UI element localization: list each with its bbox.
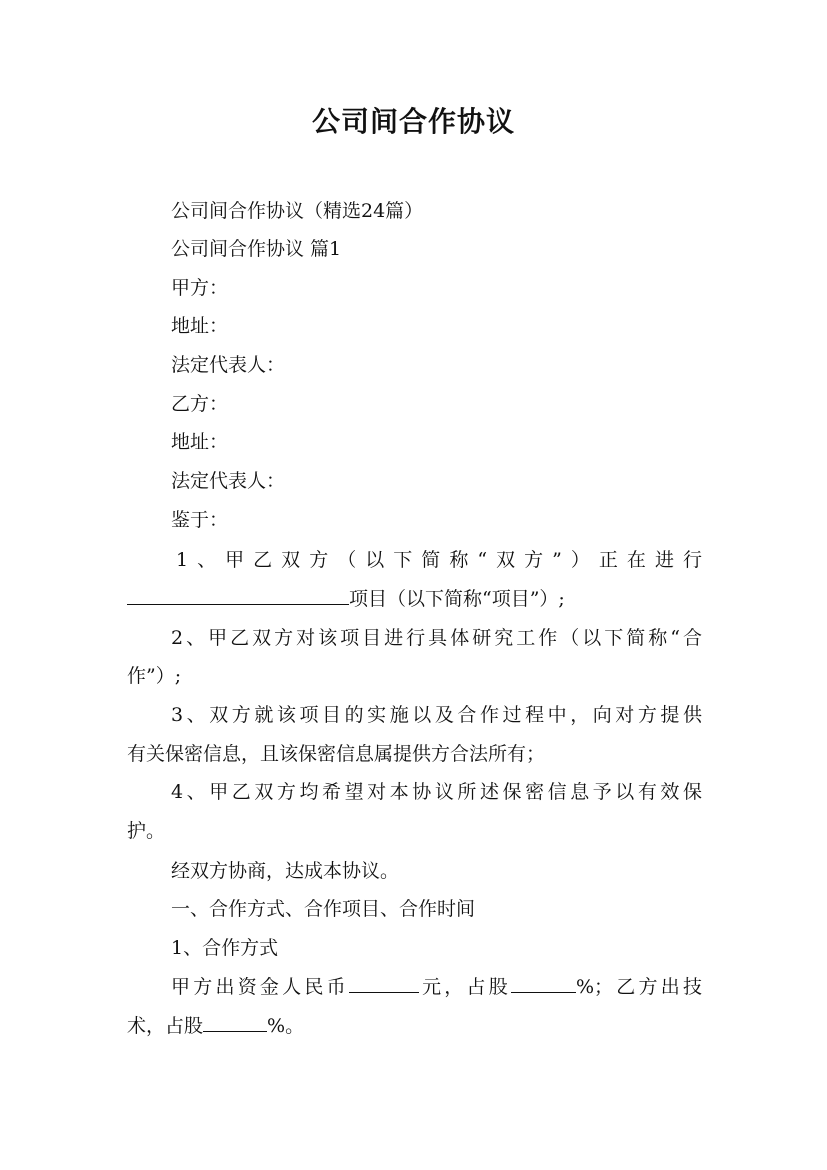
investment-line-2	[127, 1007, 702, 1045]
representative-a-label: 法定代表人：	[171, 354, 286, 376]
clause-4-line-1: 4、甲乙双方均希望对本协议所述保密信息予以有效保	[171, 781, 702, 803]
section-1-heading: 一、合作方式、合作项目、合作时间	[171, 898, 476, 920]
whereas-label: 鉴于：	[171, 509, 229, 531]
clause-1-line-1: 1、甲乙双方（以下简称“双方”）正在进行	[176, 549, 702, 571]
party-a-label: 甲方：	[171, 277, 229, 299]
investment-text-4: 术，占股	[127, 1015, 204, 1037]
document-title: 公司间合作协议	[311, 105, 515, 138]
investment-text-2: 元，占股	[418, 976, 511, 998]
agreement-line: 经双方协商，达成本协议。	[171, 860, 400, 882]
chapter-heading: 公司间合作协议 篇1	[171, 238, 342, 260]
clause-1-line-2	[127, 580, 702, 618]
investment-line-1	[171, 968, 702, 1006]
address-b-label: 地址：	[171, 431, 229, 453]
clause-1-line-2-text: 项目（以下简称“项目”）;	[349, 588, 565, 610]
clause-3-line-1: 3、双方就该项目的实施以及合作过程中，向对方提供	[171, 704, 702, 726]
clause-3-line-2: 有关保密信息，且该保密信息属提供方合法所有；	[127, 743, 546, 765]
address-a-label: 地址：	[171, 315, 229, 337]
representative-b-label: 法定代表人：	[171, 470, 286, 492]
subsection-1-heading: 1、合作方式	[171, 937, 279, 959]
clause-4-line-2: 护。	[127, 820, 166, 842]
party-b-label: 乙方：	[171, 393, 229, 415]
blank-party-a-share	[511, 972, 576, 993]
investment-text-3: %；乙方出技	[576, 976, 702, 998]
investment-text-1: 甲方出资金人民币	[171, 976, 349, 998]
blank-capital-amount	[349, 972, 419, 993]
clause-2-line-2: 作”）;	[127, 665, 182, 687]
blank-party-b-share	[203, 1011, 267, 1032]
clause-2-line-1: 2、甲乙双方对该项目进行具体研究工作（以下简称“合	[171, 627, 702, 649]
investment-text-5: %。	[267, 1015, 305, 1037]
blank-project-name	[127, 584, 349, 605]
subtitle-line: 公司间合作协议（精选24篇）	[171, 200, 424, 222]
